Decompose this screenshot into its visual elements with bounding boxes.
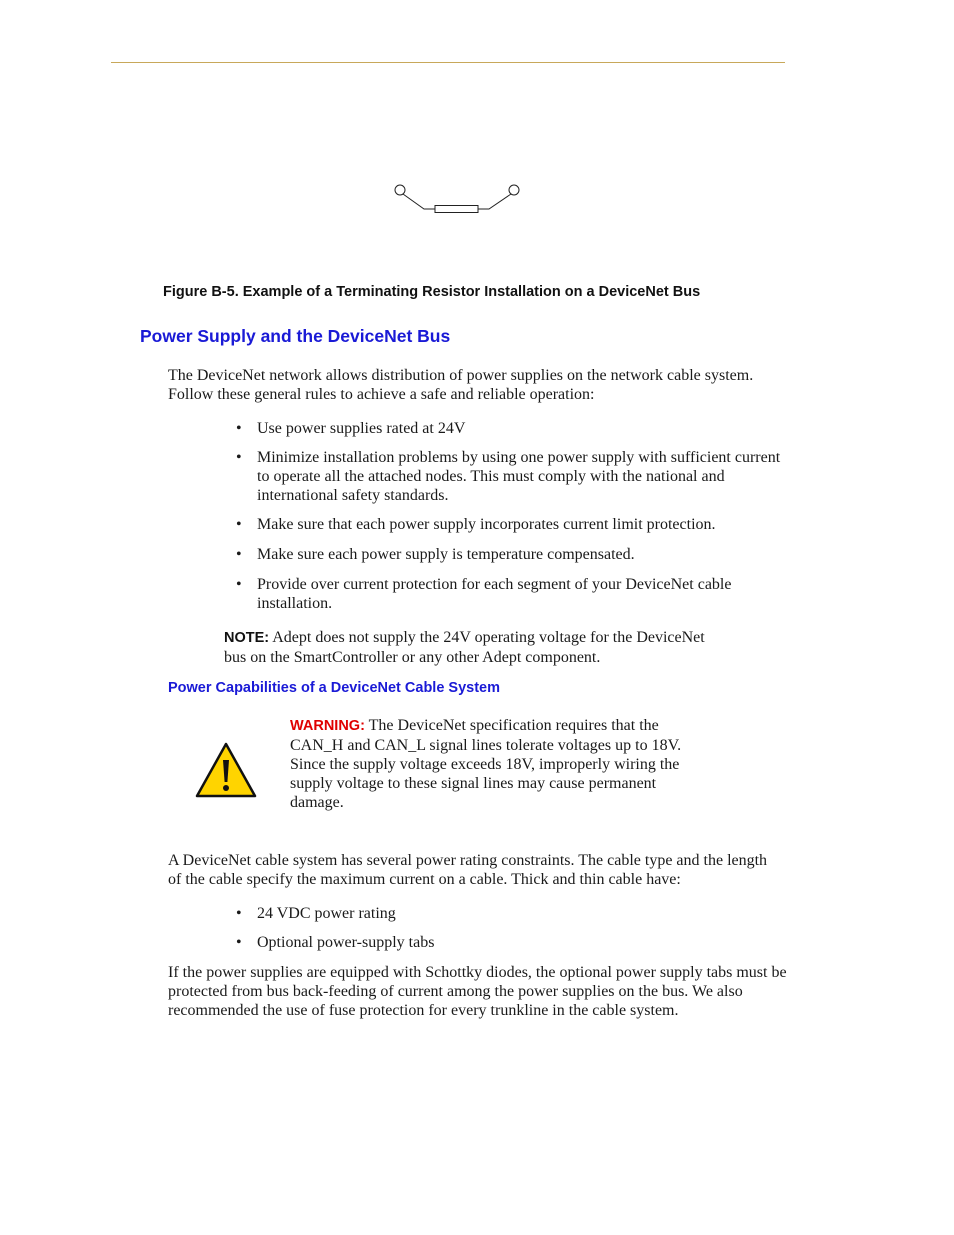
power-rules-list [234,419,794,613]
list-item: • Provide over current protection for each segment of your DeviceNet cable installation. [234,575,794,613]
warning-label: WARNING: [290,718,365,734]
list-item: • Make sure that each power supply incorporates current limit protection. [234,515,794,534]
resistor [435,206,478,213]
right-terminal [509,185,519,195]
figure-caption: Figure B-5. Example of a Terminating Resistor Installation on a DeviceNet Bus [163,284,701,300]
warning-block [290,716,690,812]
list-item: • Use power supplies rated at 24V [234,419,794,438]
subsection-heading: Power Capabilities of a DeviceNet Cable System [168,680,501,696]
note-text: Adept does not supply the 24V operating voltage for the DeviceNet bus on the SmartController or any other Adept component. [224,629,705,666]
list-item: • Optional power-supply tabs [234,933,774,952]
closing-paragraph: If the power supplies are equipped with Schottky diodes, the optional power supply tabs must be protected from bus back-feeding of current among the power supplies on the bus. We also recommended the use of fuse protection for every trunkline in the cable system. [168,964,787,1019]
right-lead [478,194,511,209]
section-intro: The DeviceNet network allows distribution of power supplies on the network cable system. Follow these general rules to achieve a safe and reliable operation: [168,367,754,403]
left-terminal [395,185,405,195]
list-item: • Minimize installation problems by using one power supply with sufficient current to operate all the attached nodes. This must comply with the national and international safety standards. [234,448,794,505]
note-label: NOTE: [224,630,270,646]
constraints-intro: A DeviceNet cable system has several power rating constraints. The cable type and the length of the cable specify the maximum current on a cable. Thick and thin cable have: [168,852,768,888]
note-block [224,628,724,667]
section-heading: Power Supply and the DeviceNet Bus [140,326,451,346]
list-item: • Make sure each power supply is temperature compensated. [234,545,794,564]
list-item: • 24 VDC power rating [234,904,774,923]
terminating-resistor-diagram [390,178,530,218]
cable-features-list [234,904,774,952]
left-lead [403,194,435,209]
header-rule [111,62,785,63]
warning-text: The DeviceNet specification requires that the CAN_H and CAN_L signal lines tolerate voltages up to 18V. Since the supply voltage exceeds 18V, improperly wiring the supply voltage to these signal lines may cause permanent damage. [290,717,682,811]
warning-triangle-icon [194,741,258,799]
